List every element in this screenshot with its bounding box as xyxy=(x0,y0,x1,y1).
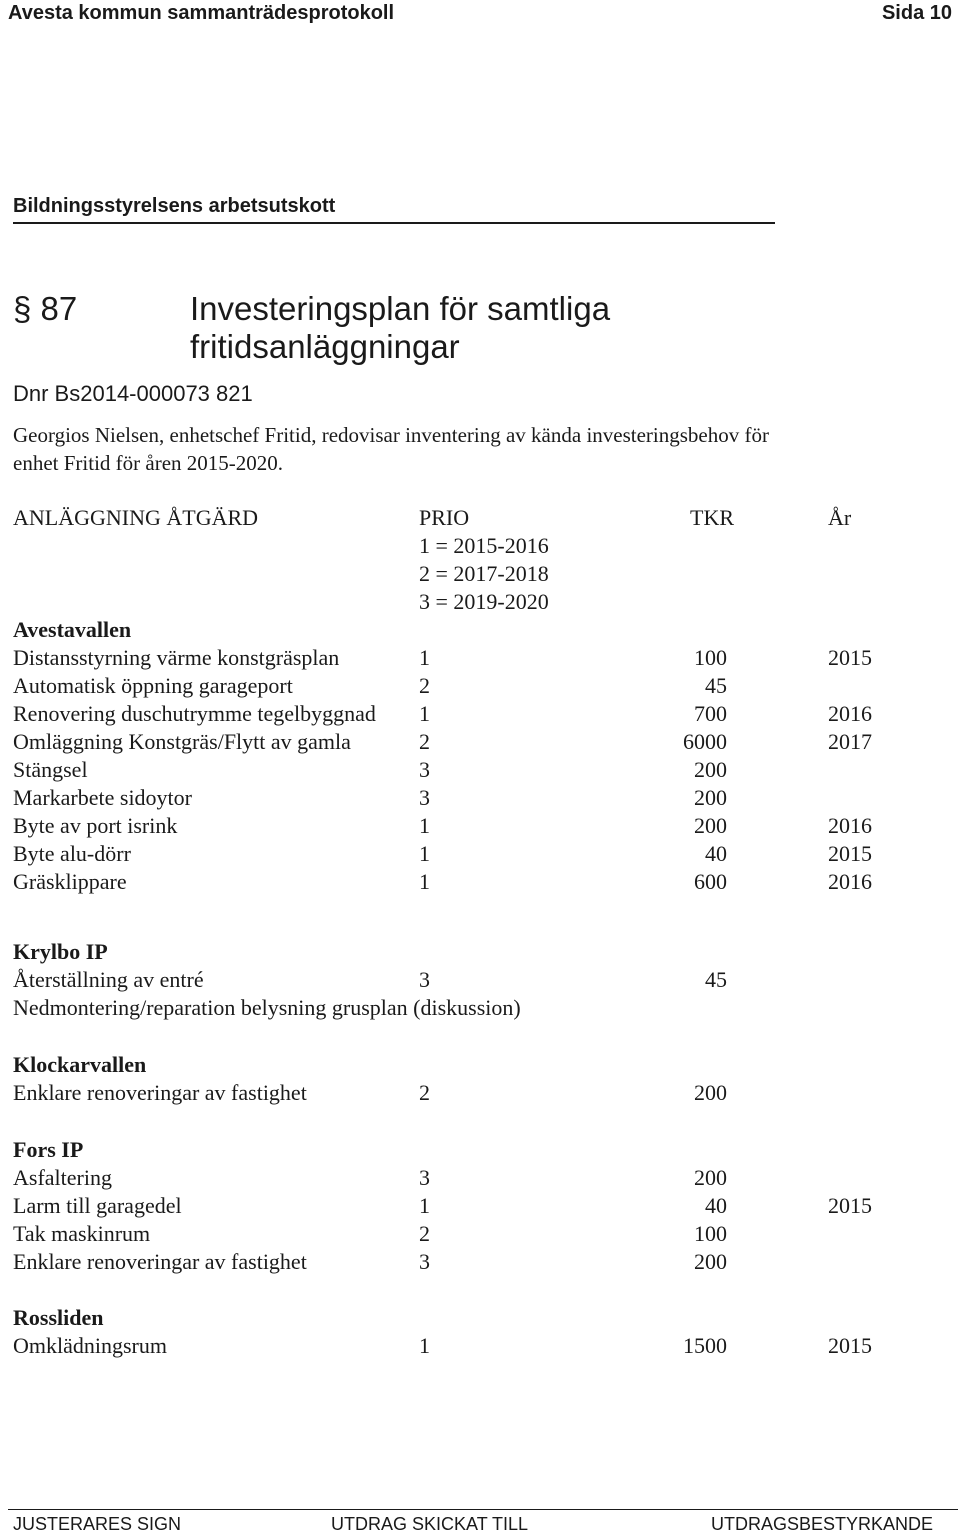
table-row xyxy=(0,673,960,701)
section-title-line1: Investeringsplan för samtliga xyxy=(190,290,611,327)
row-action: Markarbete sidoytor xyxy=(13,785,192,810)
row-prio: 1 xyxy=(419,1193,430,1218)
table-row xyxy=(0,729,960,757)
row-year: 2015 xyxy=(828,1193,872,1218)
row-tkr: 200 xyxy=(694,1165,727,1190)
column-header-prio: PRIO xyxy=(419,505,470,530)
row-tkr: 40 xyxy=(705,841,727,866)
footer-rule xyxy=(8,1509,958,1510)
row-tkr: 200 xyxy=(694,813,727,838)
document-header-title: Avesta kommun sammanträdesprotokoll xyxy=(8,2,395,24)
column-header-ar: År xyxy=(828,505,852,530)
row-action: Asfaltering xyxy=(13,1165,112,1190)
table-row xyxy=(0,1165,960,1193)
table-row xyxy=(0,785,960,813)
row-prio: 3 xyxy=(419,967,430,992)
row-year: 2015 xyxy=(828,645,872,670)
row-action: Distansstyrning värme konstgräsplan xyxy=(13,645,340,670)
row-prio: 2 xyxy=(419,1221,430,1246)
table-row xyxy=(0,869,960,897)
row-action: Stängsel xyxy=(13,757,88,782)
row-prio: 2 xyxy=(419,673,430,698)
row-prio: 3 xyxy=(419,1249,430,1274)
section-number: § 87 xyxy=(13,290,78,327)
facility-name: Rossliden xyxy=(13,1305,104,1330)
footer-utdrag-skickat: UTDRAG SKICKAT TILL xyxy=(331,1514,529,1534)
table-row xyxy=(0,1193,960,1221)
row-tkr: 45 xyxy=(705,967,727,992)
row-tkr: 200 xyxy=(694,1080,727,1105)
facility-heading xyxy=(0,939,960,967)
row-year: 2017 xyxy=(828,729,872,754)
prio-legend-item: 2 = 2017-2018 xyxy=(419,561,549,586)
row-action: Enklare renoveringar av fastighet xyxy=(13,1080,307,1105)
intro-line-1: Georgios Nielsen, enhetschef Fritid, redovisar inventering av kända investeringsbehov för xyxy=(13,423,769,447)
facility-heading xyxy=(0,1137,960,1165)
table-row xyxy=(0,813,960,841)
row-year: 2016 xyxy=(828,869,872,894)
row-action: Larm till garagedel xyxy=(13,1193,182,1218)
row-prio: 1 xyxy=(419,1333,430,1358)
row-action: Tak maskinrum xyxy=(13,1221,151,1246)
facility-name: Klockarvallen xyxy=(13,1052,147,1077)
row-year: 2015 xyxy=(828,841,872,866)
row-tkr: 40 xyxy=(705,1193,727,1218)
row-prio: 3 xyxy=(419,757,430,782)
row-prio: 1 xyxy=(419,869,430,894)
row-prio: 1 xyxy=(419,645,430,670)
committee-underline xyxy=(13,222,775,224)
row-action: Återställning av entré xyxy=(13,967,204,992)
row-tkr: 700 xyxy=(694,701,727,726)
row-action: Byte alu-dörr xyxy=(13,841,131,866)
row-year: 2016 xyxy=(828,813,872,838)
table-row xyxy=(0,1249,960,1277)
facility-name: Fors IP xyxy=(13,1137,84,1162)
column-header-tkr: TKR xyxy=(690,505,734,530)
row-prio: 1 xyxy=(419,841,430,866)
intro-line-2: enhet Fritid för åren 2015-2020. xyxy=(13,451,284,475)
row-prio: 1 xyxy=(419,813,430,838)
prio-legend-row xyxy=(0,533,960,561)
row-prio: 1 xyxy=(419,701,430,726)
footer-justerares-sign: JUSTERARES SIGN xyxy=(13,1514,182,1534)
facility-heading xyxy=(0,1052,960,1080)
table-row xyxy=(0,645,960,673)
section-title-line2: fritidsanläggningar xyxy=(190,328,460,365)
row-tkr: 6000 xyxy=(683,729,727,754)
row-prio: 2 xyxy=(419,729,430,754)
row-tkr: 45 xyxy=(705,673,727,698)
row-tkr: 200 xyxy=(694,757,727,782)
prio-legend-item: 3 = 2019-2020 xyxy=(419,589,549,614)
row-action: Gräsklippare xyxy=(13,869,127,894)
row-action: Nedmontering/reparation belysning grusplan (diskussion) xyxy=(13,995,521,1020)
column-header-anlaggning: ANLÄGGNING ÅTGÄRD xyxy=(13,505,259,530)
table-header-row xyxy=(0,505,960,533)
table-row xyxy=(0,701,960,729)
prio-legend-item: 1 = 2015-2016 xyxy=(419,533,549,558)
page-number: Sida 10 xyxy=(881,2,952,24)
table-row xyxy=(0,967,960,995)
table-row xyxy=(0,1221,960,1249)
table-row xyxy=(0,757,960,785)
facility-heading xyxy=(0,1305,960,1333)
row-prio: 3 xyxy=(419,785,430,810)
facility-name: Avestavallen xyxy=(13,617,132,642)
row-prio: 3 xyxy=(419,1165,430,1190)
table-row xyxy=(0,1333,960,1361)
row-action: Renovering duschutrymme tegelbyggnad xyxy=(13,701,376,726)
row-tkr: 200 xyxy=(694,785,727,810)
row-tkr: 100 xyxy=(694,1221,727,1246)
row-action: Enklare renoveringar av fastighet xyxy=(13,1249,307,1274)
diary-number: Dnr Bs2014-000073 821 xyxy=(13,381,253,406)
row-tkr: 100 xyxy=(694,645,727,670)
row-year: 2015 xyxy=(828,1333,872,1358)
facility-heading xyxy=(0,617,960,645)
prio-legend-row xyxy=(0,589,960,617)
table-row xyxy=(0,995,960,1023)
row-action: Omläggning Konstgräs/Flytt av gamla xyxy=(13,729,351,754)
table-row xyxy=(0,841,960,869)
row-tkr: 200 xyxy=(694,1249,727,1274)
prio-legend-row xyxy=(0,561,960,589)
footer-utdragsbestyrkande: UTDRAGSBESTYRKANDE xyxy=(710,1514,933,1534)
row-tkr: 600 xyxy=(694,869,727,894)
row-action: Omklädningsrum xyxy=(13,1333,167,1358)
row-action: Byte av port isrink xyxy=(13,813,178,838)
committee-name: Bildningsstyrelsens arbetsutskott xyxy=(13,195,336,217)
table-row xyxy=(0,1080,960,1108)
row-action: Automatisk öppning garageport xyxy=(13,673,293,698)
row-tkr: 1500 xyxy=(683,1333,727,1358)
row-prio: 2 xyxy=(419,1080,430,1105)
facility-name: Krylbo IP xyxy=(13,939,108,964)
row-year: 2016 xyxy=(828,701,872,726)
